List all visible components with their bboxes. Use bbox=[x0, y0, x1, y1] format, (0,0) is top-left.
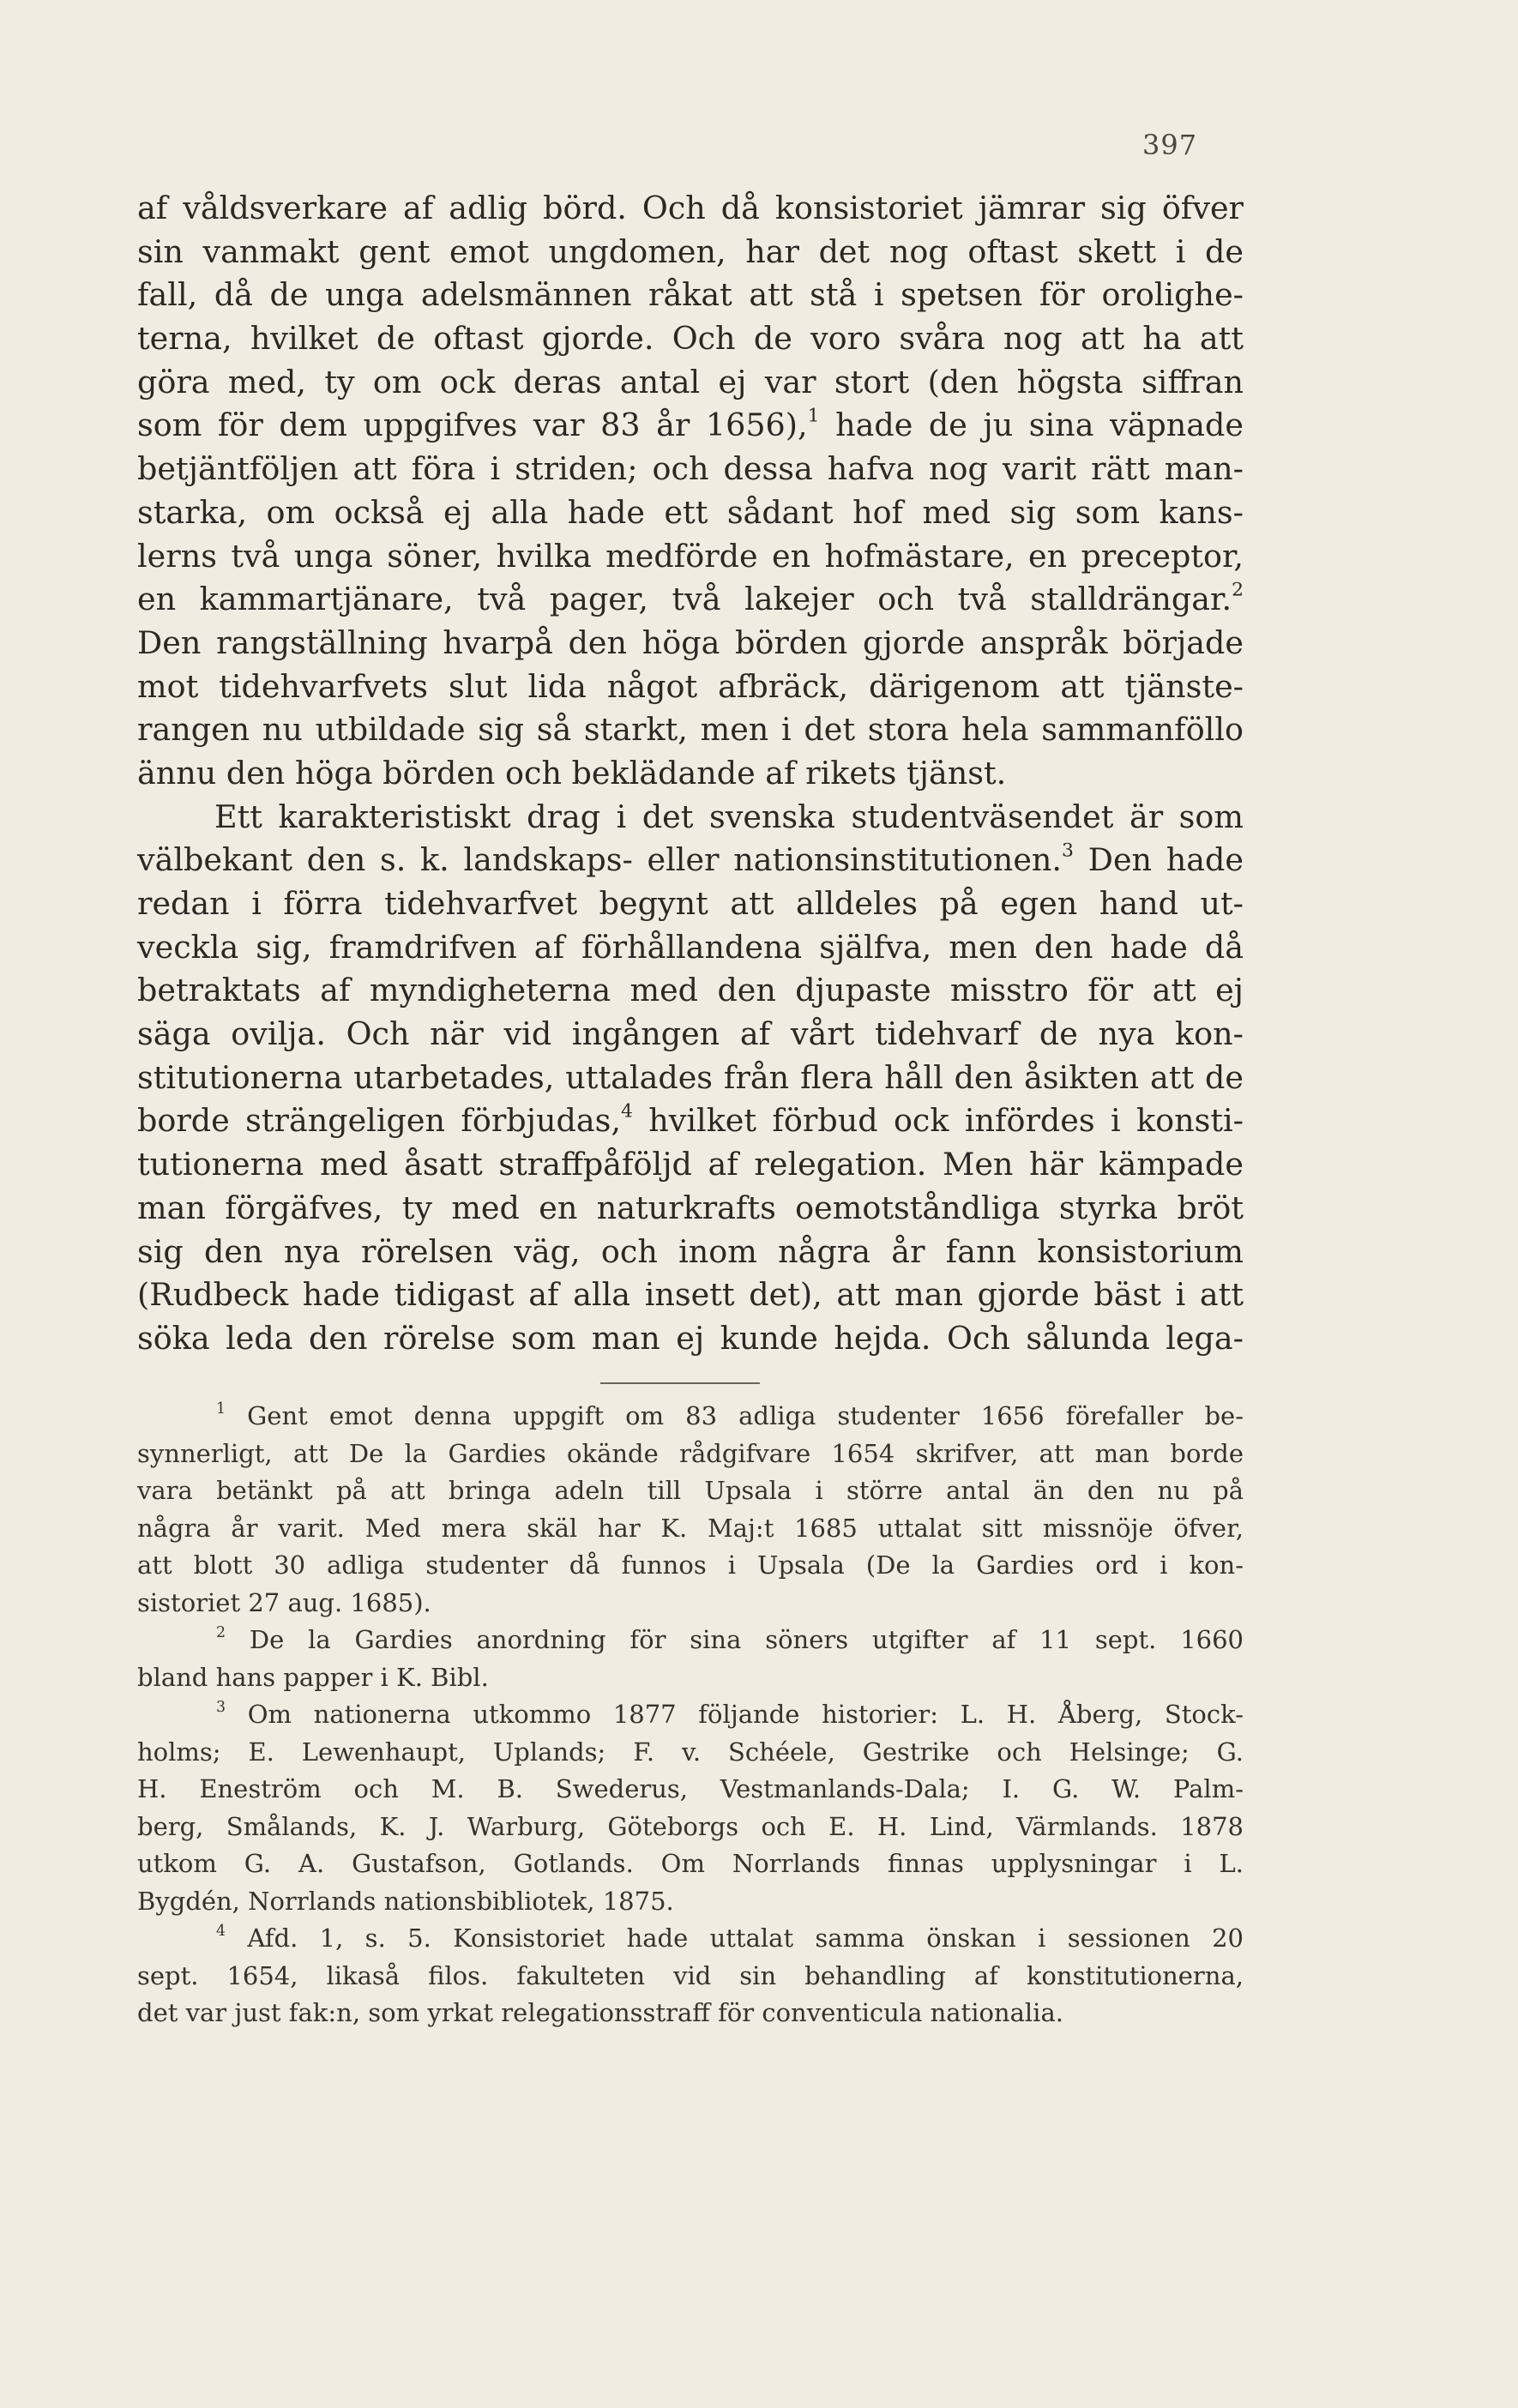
footnote-mark: 4 bbox=[216, 1922, 226, 1940]
body-line-text: hvilket förbud ock infördes i konsti- bbox=[632, 1102, 1244, 1140]
body-line-text: Den hade bbox=[1073, 841, 1244, 879]
footnote-line-text: De la Gardies anordning för sina söners utgifter af 11 sept. 1660 bbox=[226, 1625, 1244, 1654]
footnote-line bbox=[137, 1771, 1244, 1809]
footnote-line-text: det var just fak:n, som yrkat relegationsstraff för conventicula nationalia. bbox=[137, 1998, 1063, 2027]
footnote-line bbox=[137, 1585, 1244, 1622]
body-line bbox=[137, 448, 1244, 491]
footnote-reference[interactable]: 1 bbox=[807, 406, 820, 428]
footnote-mark: 2 bbox=[216, 1623, 226, 1641]
body-line-text: sig den nya rörelsen väg, och inom några år fann konsistorium bbox=[137, 1232, 1244, 1270]
footnote-line bbox=[137, 1958, 1244, 1996]
footnote-line-text: bland hans papper i K. Bibl. bbox=[137, 1662, 489, 1692]
body-line bbox=[137, 1057, 1244, 1100]
footnote-line-text: Bygdén, Norrlands nationsbibliotek, 1875. bbox=[137, 1886, 674, 1916]
body-line bbox=[137, 578, 1244, 622]
body-line-text: en kammartjänare, två pager, två lakejer och två stalldrängar. bbox=[137, 581, 1232, 618]
body-line-text: söka leda den rörelse som man ej kunde hejda. Och sålunda lega- bbox=[137, 1319, 1244, 1357]
footnote-line-text: utkom G. A. Gustafson, Gotlands. Om Norrlands finnas upplysningar i L. bbox=[137, 1849, 1244, 1878]
body-line bbox=[137, 231, 1244, 274]
body-line-text: borde strängeligen förbjudas, bbox=[137, 1102, 621, 1140]
footnote-line-text: Afd. 1, s. 5. Konsistoriet hade uttalat samma önskan i sessionen 20 bbox=[226, 1923, 1244, 1953]
body-line-text: lerns två unga söner, hvilka medförde en hofmästare, en preceptor, bbox=[137, 537, 1244, 575]
footnote-line-text: holms; E. Lewenhaupt, Uplands; F. v. Schéele, Gestrike och Helsinge; G. bbox=[137, 1737, 1244, 1767]
body-line-text: Ett karakteristiskt drag i det svenska studentväsendet är som bbox=[214, 798, 1244, 835]
footnote-reference[interactable]: 4 bbox=[620, 1101, 633, 1123]
footnote-line bbox=[137, 1845, 1244, 1883]
body-line bbox=[137, 491, 1244, 535]
body-line-text: göra med, ty om ock deras antal ej var stort (den högsta siffran bbox=[137, 363, 1244, 400]
footnote-mark: 3 bbox=[216, 1698, 226, 1716]
body-line bbox=[137, 317, 1244, 361]
body-line bbox=[137, 535, 1244, 579]
footnote-line bbox=[137, 1547, 1244, 1585]
body-line-text: tutionerna med åsatt straffpåföljd af relegation. Men här kämpade bbox=[137, 1146, 1244, 1183]
footnote-line bbox=[137, 1809, 1244, 1846]
body-line-text: betraktats af myndigheterna med den djupaste misstro för att ej bbox=[137, 972, 1244, 1009]
body-line bbox=[137, 1013, 1244, 1057]
footnote-line-text: synnerligt, att De la Gardies okände rådgifvare 1654 skrifver, att man borde bbox=[137, 1438, 1244, 1468]
footnote-line-text: vara betänkt på att bringa adeln till Upsala i större antal än den nu på bbox=[137, 1476, 1244, 1505]
body-line bbox=[137, 1187, 1244, 1231]
body-line-text: redan i förra tidehvarfvet begynt att alldeles på egen hand ut- bbox=[137, 885, 1244, 922]
footnote-line bbox=[137, 1472, 1244, 1510]
footnote-line bbox=[137, 1659, 1244, 1697]
body-line bbox=[137, 926, 1244, 970]
body-line-text: säga ovilja. Och när vid ingången af vårt tidehvarf de nya kon- bbox=[137, 1015, 1244, 1053]
body-line-text: starka, om också ej alla hade ett sådant hof med sig som kans- bbox=[137, 493, 1244, 531]
body-line-text: ännu den höga börden och beklädande af rikets tjänst. bbox=[137, 754, 1007, 792]
footnote-line-text: Om nationerna utkommo 1877 följande historier: L. H. Åberg, Stock- bbox=[226, 1700, 1244, 1729]
body-line-text: terna, hvilket de oftast gjorde. Och de voro svåra nog att ha att bbox=[137, 320, 1244, 358]
footnote-line bbox=[137, 1696, 1244, 1734]
body-line bbox=[137, 796, 1244, 840]
body-line-text: sin vanmakt gent emot ungdomen, har det nog oftast skett i de bbox=[137, 232, 1244, 270]
body-line bbox=[137, 404, 1244, 448]
footnote-line bbox=[137, 1734, 1244, 1772]
body-line-text: betjäntföljen att föra i striden; och dessa hafva nog varit rätt man- bbox=[137, 450, 1244, 488]
footnote-line bbox=[137, 1436, 1244, 1473]
body-line bbox=[137, 1231, 1244, 1274]
footnote-line-text: H. Eneström och M. B. Swederus, Vestmanlands-Dala; I. G. W. Palm- bbox=[137, 1774, 1244, 1803]
main-text bbox=[137, 187, 1244, 1361]
footnotes bbox=[137, 1398, 1244, 2032]
footnote-line bbox=[137, 1920, 1244, 1958]
footnote-divider bbox=[600, 1382, 760, 1384]
footnote-reference[interactable]: 2 bbox=[1232, 579, 1244, 601]
body-line bbox=[137, 274, 1244, 317]
body-line bbox=[137, 1273, 1244, 1317]
footnote-line bbox=[137, 1398, 1244, 1436]
footnote-line bbox=[137, 1510, 1244, 1548]
body-line-text: som för dem uppgifves var 83 år 1656), bbox=[137, 406, 808, 444]
body-line bbox=[137, 361, 1244, 405]
body-line bbox=[137, 1099, 1244, 1143]
body-line bbox=[137, 752, 1244, 796]
body-line bbox=[137, 187, 1244, 231]
footnote-line bbox=[137, 1622, 1244, 1659]
body-line bbox=[137, 882, 1244, 926]
footnote-line-text: att blott 30 adliga studenter då funnos i Upsala (De la Gardies ord i kon- bbox=[137, 1550, 1244, 1580]
footnote-line-text: sistoriet 27 aug. 1685). bbox=[137, 1587, 431, 1617]
body-line-text: rangen nu utbildade sig så starkt, men i det stora hela sammanföllo bbox=[137, 711, 1244, 749]
body-line-text: stitutionerna utarbetades, uttalades från flera håll den åsikten att de bbox=[137, 1058, 1244, 1096]
body-line-text: mot tidehvarfvets slut lida något afbräck, därigenom att tjänste- bbox=[137, 667, 1244, 705]
body-line-text: fall, då de unga adelsmännen råkat att stå i spetsen för orolighe- bbox=[137, 276, 1244, 314]
body-line-text: veckla sig, framdrifven af förhållandena själfva, men den hade då bbox=[137, 928, 1244, 966]
footnote-line-text: några år varit. Med mera skäl har K. Maj:t 1685 uttalat sitt missnöje öfver, bbox=[137, 1513, 1244, 1543]
footnote-line-text: berg, Smålands, K. J. Warburg, Göteborgs och E. H. Lind, Värmlands. 1878 bbox=[137, 1811, 1244, 1841]
body-line bbox=[137, 622, 1244, 665]
body-line bbox=[137, 1317, 1244, 1361]
body-line-text: (Rudbeck hade tidigast af alla insett det), att man gjorde bäst i att bbox=[137, 1276, 1244, 1314]
footnote-line-text: sept. 1654, likaså filos. fakulteten vid sin behandling af konstitutionerna, bbox=[137, 1960, 1244, 1990]
footnote-line bbox=[137, 1995, 1244, 2032]
body-line-text: man förgäfves, ty med en naturkrafts oemotståndliga styrka bröt bbox=[137, 1189, 1244, 1226]
body-line bbox=[137, 1143, 1244, 1187]
body-line-text: af våldsverkare af adlig börd. Och då konsistoriet jämrar sig öfver bbox=[137, 190, 1244, 226]
body-line bbox=[137, 708, 1244, 752]
footnote-mark: 1 bbox=[216, 1400, 226, 1418]
body-line bbox=[137, 839, 1244, 882]
body-line bbox=[137, 969, 1244, 1013]
page-number: 397 bbox=[1142, 129, 1198, 161]
footnote-line bbox=[137, 1883, 1244, 1921]
body-line-text: hade de ju sina väpnade bbox=[819, 406, 1244, 444]
body-line-text: Den rangställning hvarpå den höga börden gjorde anspråk började bbox=[137, 623, 1244, 661]
body-line-text: välbekant den s. k. landskaps- eller nationsinstitutionen. bbox=[137, 841, 1063, 879]
body-line bbox=[137, 665, 1244, 709]
footnote-line-text: Gent emot denna uppgift om 83 adliga studenter 1656 förefaller be- bbox=[226, 1401, 1244, 1430]
footnote-reference[interactable]: 3 bbox=[1062, 840, 1074, 862]
